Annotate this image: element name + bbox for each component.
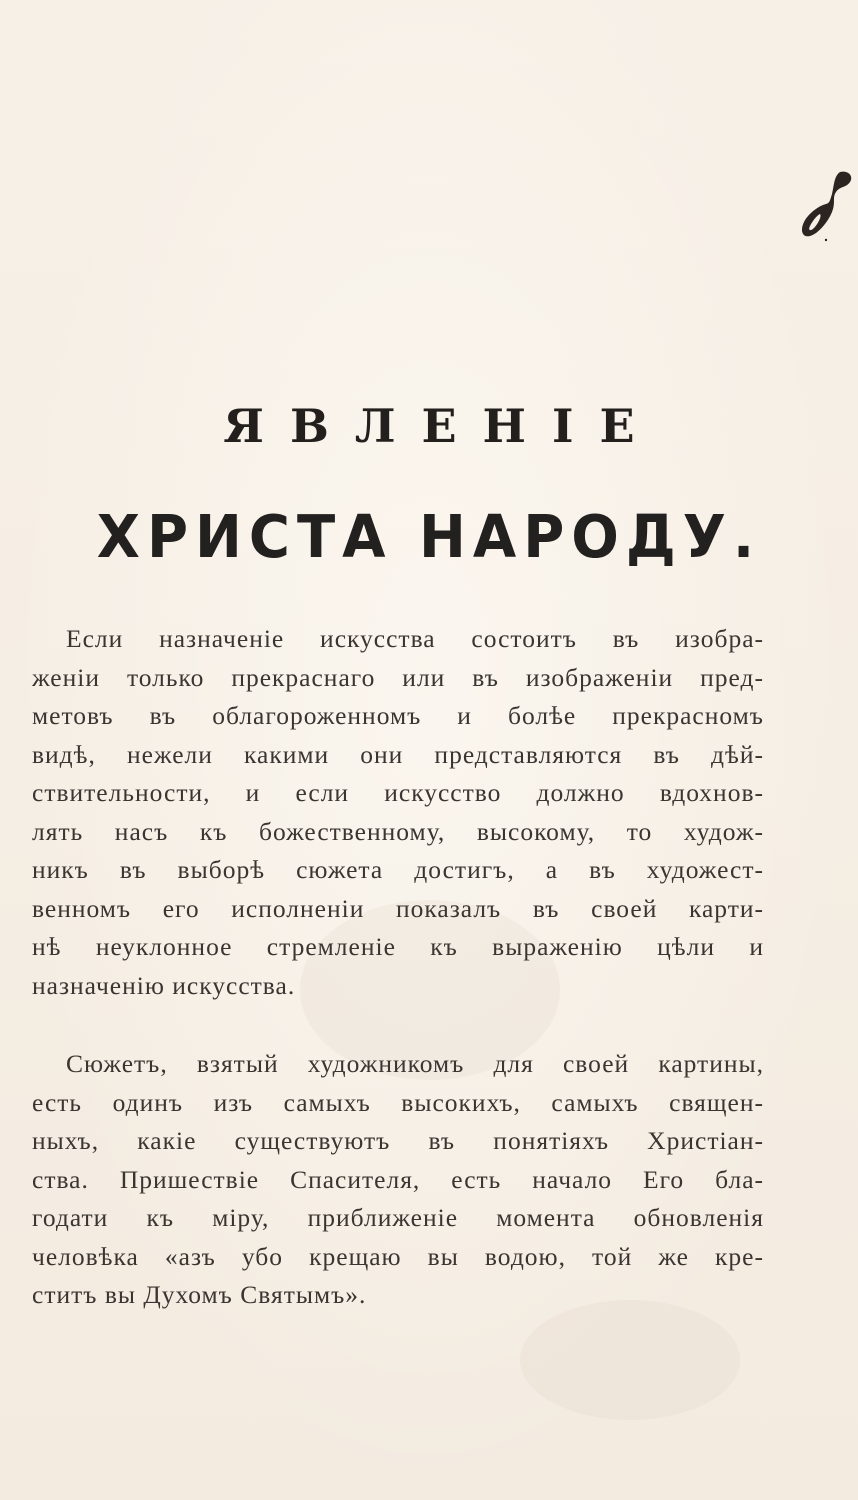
text-line: Если назначеніе искусства состоитъ въ изобра- [66,624,764,653]
text-line: никъ въ выборѣ сюжета достигъ, а въ художест- [32,855,764,884]
text-line: ныхъ, какіе существуютъ въ понятіяхъ Христіан- [32,1126,764,1155]
text-line: годати къ міру, приближеніе момента обновленія [32,1203,764,1232]
ink-mark-icon [796,168,858,248]
text-line: лять насъ къ божественному, высокому, то худож- [32,816,764,846]
text-line: ства. Пришествіе Спасителя, есть начало Его бла- [32,1164,764,1194]
text-line: метовъ въ облагороженномъ и болѣе прекрасномъ [32,701,764,730]
paragraph-1 [32,620,764,1005]
text-line: видѣ, нежели какими они представляются въ дѣй- [32,739,764,769]
text-line: Сюжетъ, взятый художникомъ для своей картины, [66,1049,764,1078]
text-line: нѣ неуклонное стремленіе къ выраженію цѣли и [32,932,764,961]
paper-stain [520,1300,740,1420]
paragraph-2 [32,1045,764,1315]
text-line: ститъ вы Духомъ Святымъ». [32,1280,367,1309]
text-line: есть одинъ изъ самыхъ высокихъ, самыхъ священ- [32,1087,764,1117]
text-line: ствительности, и если искусство должно вдохнов- [32,778,764,807]
heading-line-1: ЯВЛЕНІЕ [223,399,661,453]
text-line: женіи только прекраснаго или въ изображеніи пред- [32,662,764,692]
heading-line-2: ХРИСТА НАРОДУ. [96,503,762,572]
text-line: венномъ его исполненіи показалъ въ своей карти- [32,893,764,923]
text-line: назначенію искусства. [32,970,296,1000]
text-line: человѣка «азъ убо крещаю вы водою, той же кре- [32,1241,764,1271]
